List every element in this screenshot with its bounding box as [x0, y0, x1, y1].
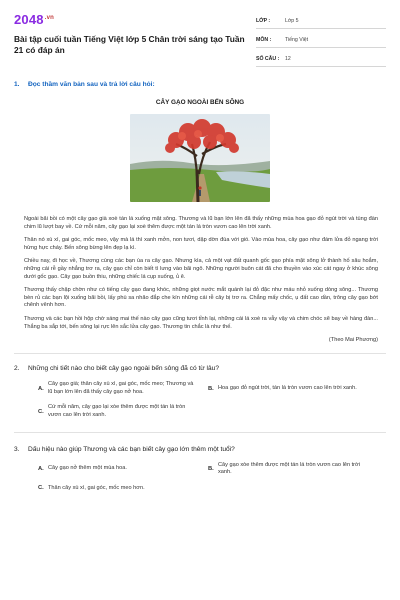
passage-paragraph: Ngoài bãi bồi có một cây gạo già xoè tán lá xuống mặt sông. Thương và lũ bạn lớn lên đã thấy những mùa hoa gạo đỏ ngút trời và tùng đàn chim lũ lượt bay về. Cứ mỗi năm, cây gạo lại xoè thêm được một tán lá tròn vươn cao lên trời xanh.	[24, 216, 378, 230]
question-prompt: Đọc thầm văn bản sau và trả lời câu hỏi:	[28, 81, 155, 88]
section-divider	[14, 353, 386, 354]
answer-letter: B.	[208, 385, 214, 392]
question-number: 3.	[14, 445, 20, 453]
answer-letter: B.	[208, 466, 214, 473]
reading-passage	[24, 216, 378, 331]
answer-letter: A.	[38, 385, 44, 392]
question-number: 2.	[14, 365, 20, 373]
page-title: Bài tập cuối tuần Tiếng Việt lớp 5 Chân trời sáng tạo Tuần 21 có đáp án	[14, 34, 245, 55]
passage-paragraph: Chiều nay, đi học về, Thương cùng các bạn ùa ra cây gạo. Nhưng kìa, cả một vạt đất quanh gốc gạo phía mặt sông lở thành hố sâu hoắm, những cái rễ gầy nhẳng trơ ra, cây gạo chỉ còn biết tì lưng vào bãi ngô. Những người buôn cát đã cho thuyền vào xúc cát ngay ở khúc sông dưới gốc gạo. Cây gạo buồn thiu, những chiếc lá cụp xuống, ủ ê.	[24, 258, 378, 280]
answer-option-c[interactable]	[38, 485, 208, 493]
meta-label: LỚP :	[256, 18, 271, 24]
question-1-heading	[14, 80, 386, 89]
answer-letter: C.	[38, 408, 44, 415]
answer-option-b[interactable]	[208, 462, 378, 477]
meta-label: SỐ CÂU :	[256, 56, 280, 62]
meta-value: Lớp 5	[285, 18, 299, 24]
worksheet-header	[14, 0, 386, 76]
meta-row-class	[256, 14, 386, 29]
question-2-answers	[38, 381, 378, 427]
question-3-heading	[14, 445, 386, 454]
meta-row-subject	[256, 33, 386, 48]
kapok-tree-illustration	[130, 114, 270, 202]
story-title: CÂY GẠO NGOÀI BẾN SÔNG	[155, 99, 245, 106]
answer-option-b[interactable]	[208, 381, 378, 396]
answer-text: Cứ mỗi năm, cây gạo lại xòe thêm được một tán lá tròn vươn cao lên trời xanh.	[48, 404, 186, 418]
answer-text: Hoa gạo đỏ ngút trời, tán lá tròn vươn cao lên trời xanh.	[218, 384, 357, 391]
header-left	[14, 12, 246, 76]
passage-paragraph: Thân nó xù xì, gai góc, mốc meo, vậy mà lá thì xanh mởn, non tươi, dập dờn đùa với gió. Vào mùa hoa, cây gạo như đám lửa đỏ ngang trời hừng hực cháy. Bến sông bừng lên đẹp lạ kì.	[24, 237, 378, 251]
answer-letter: C.	[38, 485, 44, 492]
question-prompt: Dấu hiệu nào giúp Thương và các bạn biết cây gạo lớn thêm một tuổi?	[28, 445, 235, 453]
answer-text: Cây gạo xòe thêm được một tán lá tròn vươn cao lên trời xanh.	[218, 461, 360, 476]
answer-text: Cây gạo già; thân cây xù xì, gai góc, mốc meo; Thương và lũ bạn lớn lên đã thấy cây gạo nở hoa.	[48, 381, 194, 395]
answer-option-a[interactable]	[38, 462, 208, 477]
passage-author: (Theo Mai Phương)	[328, 337, 378, 344]
question-2-heading	[14, 364, 386, 373]
logo-text: 2048	[14, 12, 44, 27]
section-divider	[14, 432, 386, 433]
meta-label: MÔN :	[256, 37, 272, 43]
logo-suffix: .vn	[44, 14, 55, 21]
site-logo[interactable]	[14, 12, 246, 27]
answer-option-a[interactable]	[38, 381, 208, 396]
meta-value: 12	[285, 56, 291, 62]
passage-paragraph: Thương thấy chập chờn như có tiếng cây gạo đang khóc, những giọt nước mắt quánh lại đỏ đặc như máu nhỏ xuống dòng sông... Thương bèn rủ các bạn lội xuống bãi bồi, lấy phù sa nhão đắp che kín những cái rễ cây bị trơ ra. Chẳng mấy chốc, ụ đất cao dần, trông cây gạo bớt chênh vênh hơn.	[24, 287, 378, 309]
question-number: 1.	[14, 81, 20, 88]
answer-text: Thân cây xù xì, gai góc, mốc meo hơn.	[48, 484, 145, 491]
answer-option-c[interactable]	[38, 404, 208, 419]
answer-letter: A.	[38, 466, 44, 473]
question-3-answers	[38, 462, 378, 501]
passage-paragraph: Thương và các bạn hồi hộp chờ sáng mai thế nào cây gạo cũng tươi tỉnh lại, những cái lá xoè ra vẫy vậy và chim chóc sẽ bay về hàng đàn... Thắng ba sắp tới, bến sông lại rực lên sắc lửa cây gạo. Thương tin chắc là như thế.	[24, 315, 378, 330]
answer-text: Cây gạo nở thêm một mùa hoa.	[48, 465, 127, 472]
question-prompt: Những chi tiết nào cho biết cây gạo ngoài bến sông đã có từ lâu?	[28, 365, 220, 373]
meta-panel	[256, 14, 386, 76]
meta-row-question-count	[256, 52, 386, 67]
meta-value: Tiếng Việt	[285, 37, 309, 43]
